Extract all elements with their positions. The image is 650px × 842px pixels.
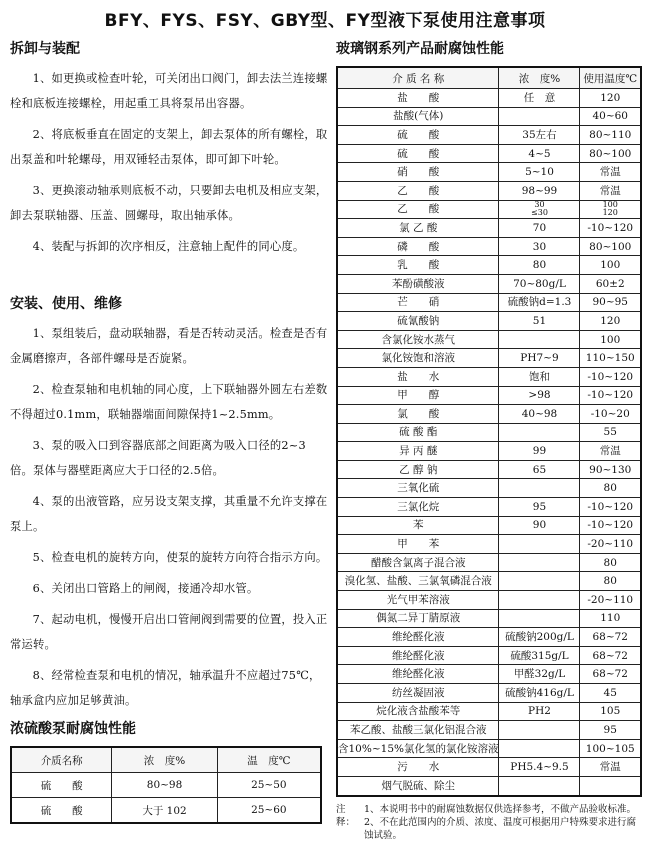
table-cell: 常温 bbox=[580, 181, 641, 200]
table-row bbox=[337, 776, 641, 795]
table-cell: 维纶醛化液 bbox=[337, 628, 499, 647]
table-cell: 95 bbox=[580, 721, 641, 740]
table-cell: 80 bbox=[580, 479, 641, 498]
table-cell: 维纶醛化液 bbox=[337, 646, 499, 665]
table-cell: 68~72 bbox=[580, 628, 641, 647]
table-cell: 硫 酸 bbox=[337, 126, 499, 145]
paragraph: 3、更换滚动轴承则底板不动，只要卸去电机及相应支架，卸去泵联轴器、压盖、圆螺母，取出轴承体。 bbox=[10, 184, 328, 222]
table-cell: 55 bbox=[580, 423, 641, 442]
table-cell: 氯 酸 bbox=[337, 405, 499, 424]
table-cell: 65 bbox=[499, 460, 580, 479]
table-cell: -10~120 bbox=[580, 367, 641, 386]
table-cell bbox=[499, 776, 580, 795]
table-cell bbox=[499, 739, 580, 758]
table-row bbox=[337, 739, 641, 758]
section-heading: 安装、使用、维修 bbox=[10, 296, 122, 312]
table-cell: 80~110 bbox=[580, 126, 641, 145]
right-column bbox=[336, 38, 642, 842]
column-header: 温 度℃ bbox=[217, 747, 321, 773]
table-cell: 120 bbox=[580, 312, 641, 331]
table-cell: -10~120 bbox=[580, 386, 641, 405]
table-cell: 污 水 bbox=[337, 758, 499, 777]
table-cell: 溴化氢、盐酸、三氯氧磷混合液 bbox=[337, 572, 499, 591]
table-cell bbox=[499, 107, 580, 126]
table-cell: 乙 酸 bbox=[337, 200, 499, 219]
paragraph: 2、将底板垂直在固定的支架上，卸去泵体的所有螺栓，取出泵盖和叶轮螺母，用双锤轻击泵体，即可卸下叶轮。 bbox=[10, 128, 328, 166]
table-cell bbox=[499, 609, 580, 628]
table-row bbox=[337, 609, 641, 628]
paragraph: 3、泵的吸入口到容器底部之间距离为吸入口径的2~3倍。泵体与器壁距离应大于口径的2.5倍。 bbox=[10, 439, 306, 477]
paragraph: 8、经常检查泵和电机的情况，轴承温升不应超过75℃，轴承盒内应加足够黄油。 bbox=[10, 669, 321, 707]
table-cell: 80 bbox=[499, 256, 580, 275]
table-cell: 常温 bbox=[580, 758, 641, 777]
table-row bbox=[337, 498, 641, 517]
table-cell: 80~100 bbox=[580, 144, 641, 163]
table-cell: 醋酸含氯离子混合液 bbox=[337, 553, 499, 572]
table-cell: 硫酸315g/L bbox=[499, 646, 580, 665]
table-cell: -10~120 bbox=[580, 219, 641, 238]
table-row bbox=[337, 312, 641, 331]
table-cell: 51 bbox=[499, 312, 580, 331]
table-row bbox=[337, 553, 641, 572]
table-row bbox=[337, 479, 641, 498]
table-row bbox=[337, 107, 641, 126]
table-row bbox=[337, 442, 641, 461]
table-cell: 60±2 bbox=[580, 274, 641, 293]
table-cell: 110 bbox=[580, 609, 641, 628]
table-cell: 100 bbox=[580, 330, 641, 349]
table-cell: 苯 bbox=[337, 516, 499, 535]
table-cell: 硫 酸 bbox=[11, 798, 112, 824]
table-cell: 苯乙酸、盐酸三氯化铝混合液 bbox=[337, 721, 499, 740]
table-cell: 三氯化烷 bbox=[337, 498, 499, 517]
table-cell: 110~150 bbox=[580, 349, 641, 368]
table-cell: 乳 酸 bbox=[337, 256, 499, 275]
table-cell: 30 ≤30 bbox=[499, 200, 580, 219]
section-sulfuric-pump bbox=[10, 718, 322, 824]
table-cell: 烷化液含盐酸苯等 bbox=[337, 702, 499, 721]
table-row bbox=[337, 163, 641, 182]
table-cell: 氯化铵饱和溶液 bbox=[337, 349, 499, 368]
section-heading: 玻璃钢系列产品耐腐蚀性能 bbox=[336, 41, 504, 57]
table-cell: 饱和 bbox=[499, 367, 580, 386]
paragraph: 4、泵的出液管路，应另设支架支撑，其重量不允许支撑在泵上。 bbox=[10, 495, 328, 533]
table-row bbox=[337, 219, 641, 238]
table-row bbox=[337, 535, 641, 554]
table-row bbox=[337, 684, 641, 703]
table-cell: 硫酸钠200g/L bbox=[499, 628, 580, 647]
table-cell: 95 bbox=[499, 498, 580, 517]
section-install bbox=[10, 293, 328, 719]
table-row bbox=[337, 256, 641, 275]
table-cell: 甲 醇 bbox=[337, 386, 499, 405]
table-cell bbox=[499, 572, 580, 591]
table-cell: 盐酸(气体) bbox=[337, 107, 499, 126]
note-item: 2、不在此范围内的介质、浓度、温度可根据用户特殊要求进行腐蚀试验。 bbox=[364, 816, 637, 841]
table-row bbox=[337, 628, 641, 647]
paragraph: 2、检查泵轴和电机轴的同心度，上下联轴器外圆左右差数不得超过0.1mm，联轴器端面间隙保持1~2.5mm。 bbox=[10, 383, 328, 421]
table-row bbox=[337, 460, 641, 479]
table-row bbox=[337, 274, 641, 293]
table-cell: 25~60 bbox=[217, 798, 321, 824]
paragraph: 1、如更换或检查叶轮，可关闭出口阀门，卸去法兰连接螺栓和底板连接螺栓，用起重工具将泵吊出容器。 bbox=[10, 72, 328, 110]
table-cell: 盐 酸 bbox=[337, 89, 499, 108]
table-row bbox=[337, 367, 641, 386]
table-row bbox=[337, 702, 641, 721]
table-cell: 硫氰酸钠 bbox=[337, 312, 499, 331]
table-cell: 99 bbox=[499, 442, 580, 461]
table-cell: 偶氮二异丁腈原液 bbox=[337, 609, 499, 628]
table-cell: 120 bbox=[580, 89, 641, 108]
table-cell: 80~100 bbox=[580, 237, 641, 256]
table-cell: 90 bbox=[499, 516, 580, 535]
table-cell bbox=[499, 423, 580, 442]
table-cell: 苯酚磺酸液 bbox=[337, 274, 499, 293]
table-cell: 68~72 bbox=[580, 665, 641, 684]
sulfuric-table bbox=[10, 746, 322, 824]
table-row bbox=[337, 237, 641, 256]
table-cell: 硝 酸 bbox=[337, 163, 499, 182]
table-cell: 芒 硝 bbox=[337, 293, 499, 312]
table-row bbox=[337, 665, 641, 684]
table-cell: 甲 苯 bbox=[337, 535, 499, 554]
table-cell: 光气甲苯溶液 bbox=[337, 591, 499, 610]
frp-table bbox=[336, 66, 642, 797]
table-row bbox=[337, 758, 641, 777]
table-cell: 105 bbox=[580, 702, 641, 721]
table-cell: 维纶醛化液 bbox=[337, 665, 499, 684]
table-cell: 硫 酸 酯 bbox=[337, 423, 499, 442]
table-cell: 100~105 bbox=[580, 739, 641, 758]
table-cell: 45 bbox=[580, 684, 641, 703]
table-cell: 40~60 bbox=[580, 107, 641, 126]
section-disassembly bbox=[10, 38, 328, 265]
paragraph: 6、关闭出口管路上的闸阀，接通冷却水管。 bbox=[32, 582, 259, 595]
table-row bbox=[337, 405, 641, 424]
table-cell: 40~98 bbox=[499, 405, 580, 424]
table-cell: 异 丙 醚 bbox=[337, 442, 499, 461]
table-cell: 常温 bbox=[580, 163, 641, 182]
table-cell bbox=[499, 721, 580, 740]
column-header: 使用温度℃ bbox=[580, 67, 641, 89]
table-cell: -10~120 bbox=[580, 498, 641, 517]
table-cell: 80~98 bbox=[112, 773, 217, 798]
table-cell: -10~20 bbox=[580, 405, 641, 424]
paragraph: 4、装配与拆卸的次序相反，注意轴上配件的同心度。 bbox=[32, 240, 305, 253]
table-cell bbox=[499, 479, 580, 498]
table-header-row bbox=[11, 747, 321, 773]
table-row bbox=[337, 126, 641, 145]
table-cell: 磷 酸 bbox=[337, 237, 499, 256]
table-cell: 烟气脱硫、除尘 bbox=[337, 776, 499, 795]
table-cell: 25~50 bbox=[217, 773, 321, 798]
table-cell: 纺丝凝固液 bbox=[337, 684, 499, 703]
paragraph: 5、检查电机的旋转方向，使泵的旋转方向符合指示方向。 bbox=[32, 551, 328, 564]
table-cell: 甲醛32g/L bbox=[499, 665, 580, 684]
table-row bbox=[337, 591, 641, 610]
table-cell: 98~99 bbox=[499, 181, 580, 200]
table-cell bbox=[499, 330, 580, 349]
table-row bbox=[337, 721, 641, 740]
column-header: 介 质 名 称 bbox=[337, 67, 499, 89]
table-cell: 35左右 bbox=[499, 126, 580, 145]
table-row bbox=[337, 330, 641, 349]
section-heading: 浓硫酸泵耐腐蚀性能 bbox=[10, 721, 136, 737]
table-cell: 30 bbox=[499, 237, 580, 256]
table-cell: 乙 酸 bbox=[337, 181, 499, 200]
table-cell: 5~10 bbox=[499, 163, 580, 182]
table-cell: 任 意 bbox=[499, 89, 580, 108]
table-header-row bbox=[337, 67, 641, 89]
table-row bbox=[337, 293, 641, 312]
table-cell: 100 120 bbox=[580, 200, 641, 219]
table-cell: 三氧化硫 bbox=[337, 479, 499, 498]
table-cell: 68~72 bbox=[580, 646, 641, 665]
table-cell: 100 bbox=[580, 256, 641, 275]
table-cell: PH2 bbox=[499, 702, 580, 721]
table-row bbox=[337, 181, 641, 200]
page-title: BFY、FYS、FSY、GBY型、FY型液下泵使用注意事项 bbox=[104, 11, 546, 31]
note-item: 1、本说明书中的耐腐蚀数据仅供选择参考，不做产品验收标准。 bbox=[364, 803, 637, 815]
table-row bbox=[11, 773, 321, 798]
table-row bbox=[337, 516, 641, 535]
table-cell bbox=[580, 776, 641, 795]
table-cell bbox=[499, 591, 580, 610]
table-cell: 80 bbox=[580, 572, 641, 591]
table-row bbox=[337, 423, 641, 442]
column-header: 介质名称 bbox=[11, 747, 112, 773]
table-cell bbox=[499, 535, 580, 554]
table-cell: 硫 酸 bbox=[11, 773, 112, 798]
table-cell: -20~110 bbox=[580, 591, 641, 610]
table-cell: 含10%~15%氯化氢的氯化铵溶液 bbox=[337, 739, 499, 758]
table-row bbox=[337, 572, 641, 591]
column-header: 浓 度% bbox=[499, 67, 580, 89]
table-cell: 硫酸钠416g/L bbox=[499, 684, 580, 703]
table-cell: 70 bbox=[499, 219, 580, 238]
table-row bbox=[337, 89, 641, 108]
table-cell: PH7~9 bbox=[499, 349, 580, 368]
table-cell: -10~120 bbox=[580, 516, 641, 535]
table-row bbox=[337, 646, 641, 665]
table-cell: >98 bbox=[499, 386, 580, 405]
notes bbox=[336, 803, 642, 842]
table-row bbox=[337, 200, 641, 219]
column-header: 浓 度% bbox=[112, 747, 217, 773]
table-row bbox=[337, 144, 641, 163]
paragraph: 1、泵组装后，盘动联轴器，看是否转动灵活。检查是否有金属磨擦声，各部件螺母是否旋紧。 bbox=[10, 327, 328, 365]
table-cell: 盐 水 bbox=[337, 367, 499, 386]
table-cell: 氯 乙 酸 bbox=[337, 219, 499, 238]
table-cell: 含氯化铵水蒸气 bbox=[337, 330, 499, 349]
table-cell: 常温 bbox=[580, 442, 641, 461]
table-cell: 大于 102 bbox=[112, 798, 217, 824]
table-cell: 乙 醇 钠 bbox=[337, 460, 499, 479]
table-cell bbox=[499, 553, 580, 572]
notes-label: 注释： bbox=[336, 803, 356, 828]
table-cell: PH5.4~9.5 bbox=[499, 758, 580, 777]
table-cell: 90~95 bbox=[580, 293, 641, 312]
table-row bbox=[11, 798, 321, 824]
table-cell: 70~80g/L bbox=[499, 274, 580, 293]
table-cell: -20~110 bbox=[580, 535, 641, 554]
table-cell: 4~5 bbox=[499, 144, 580, 163]
paragraph: 7、起动电机，慢慢开启出口管闸阀到需要的位置，投入正常运转。 bbox=[10, 613, 328, 651]
table-row bbox=[337, 349, 641, 368]
table-cell: 80 bbox=[580, 553, 641, 572]
table-cell: 硫酸钠d=1.3 bbox=[499, 293, 580, 312]
section-heading: 拆卸与装配 bbox=[10, 41, 80, 57]
table-cell: 硫 酸 bbox=[337, 144, 499, 163]
table-row bbox=[337, 386, 641, 405]
table-cell: 90~130 bbox=[580, 460, 641, 479]
